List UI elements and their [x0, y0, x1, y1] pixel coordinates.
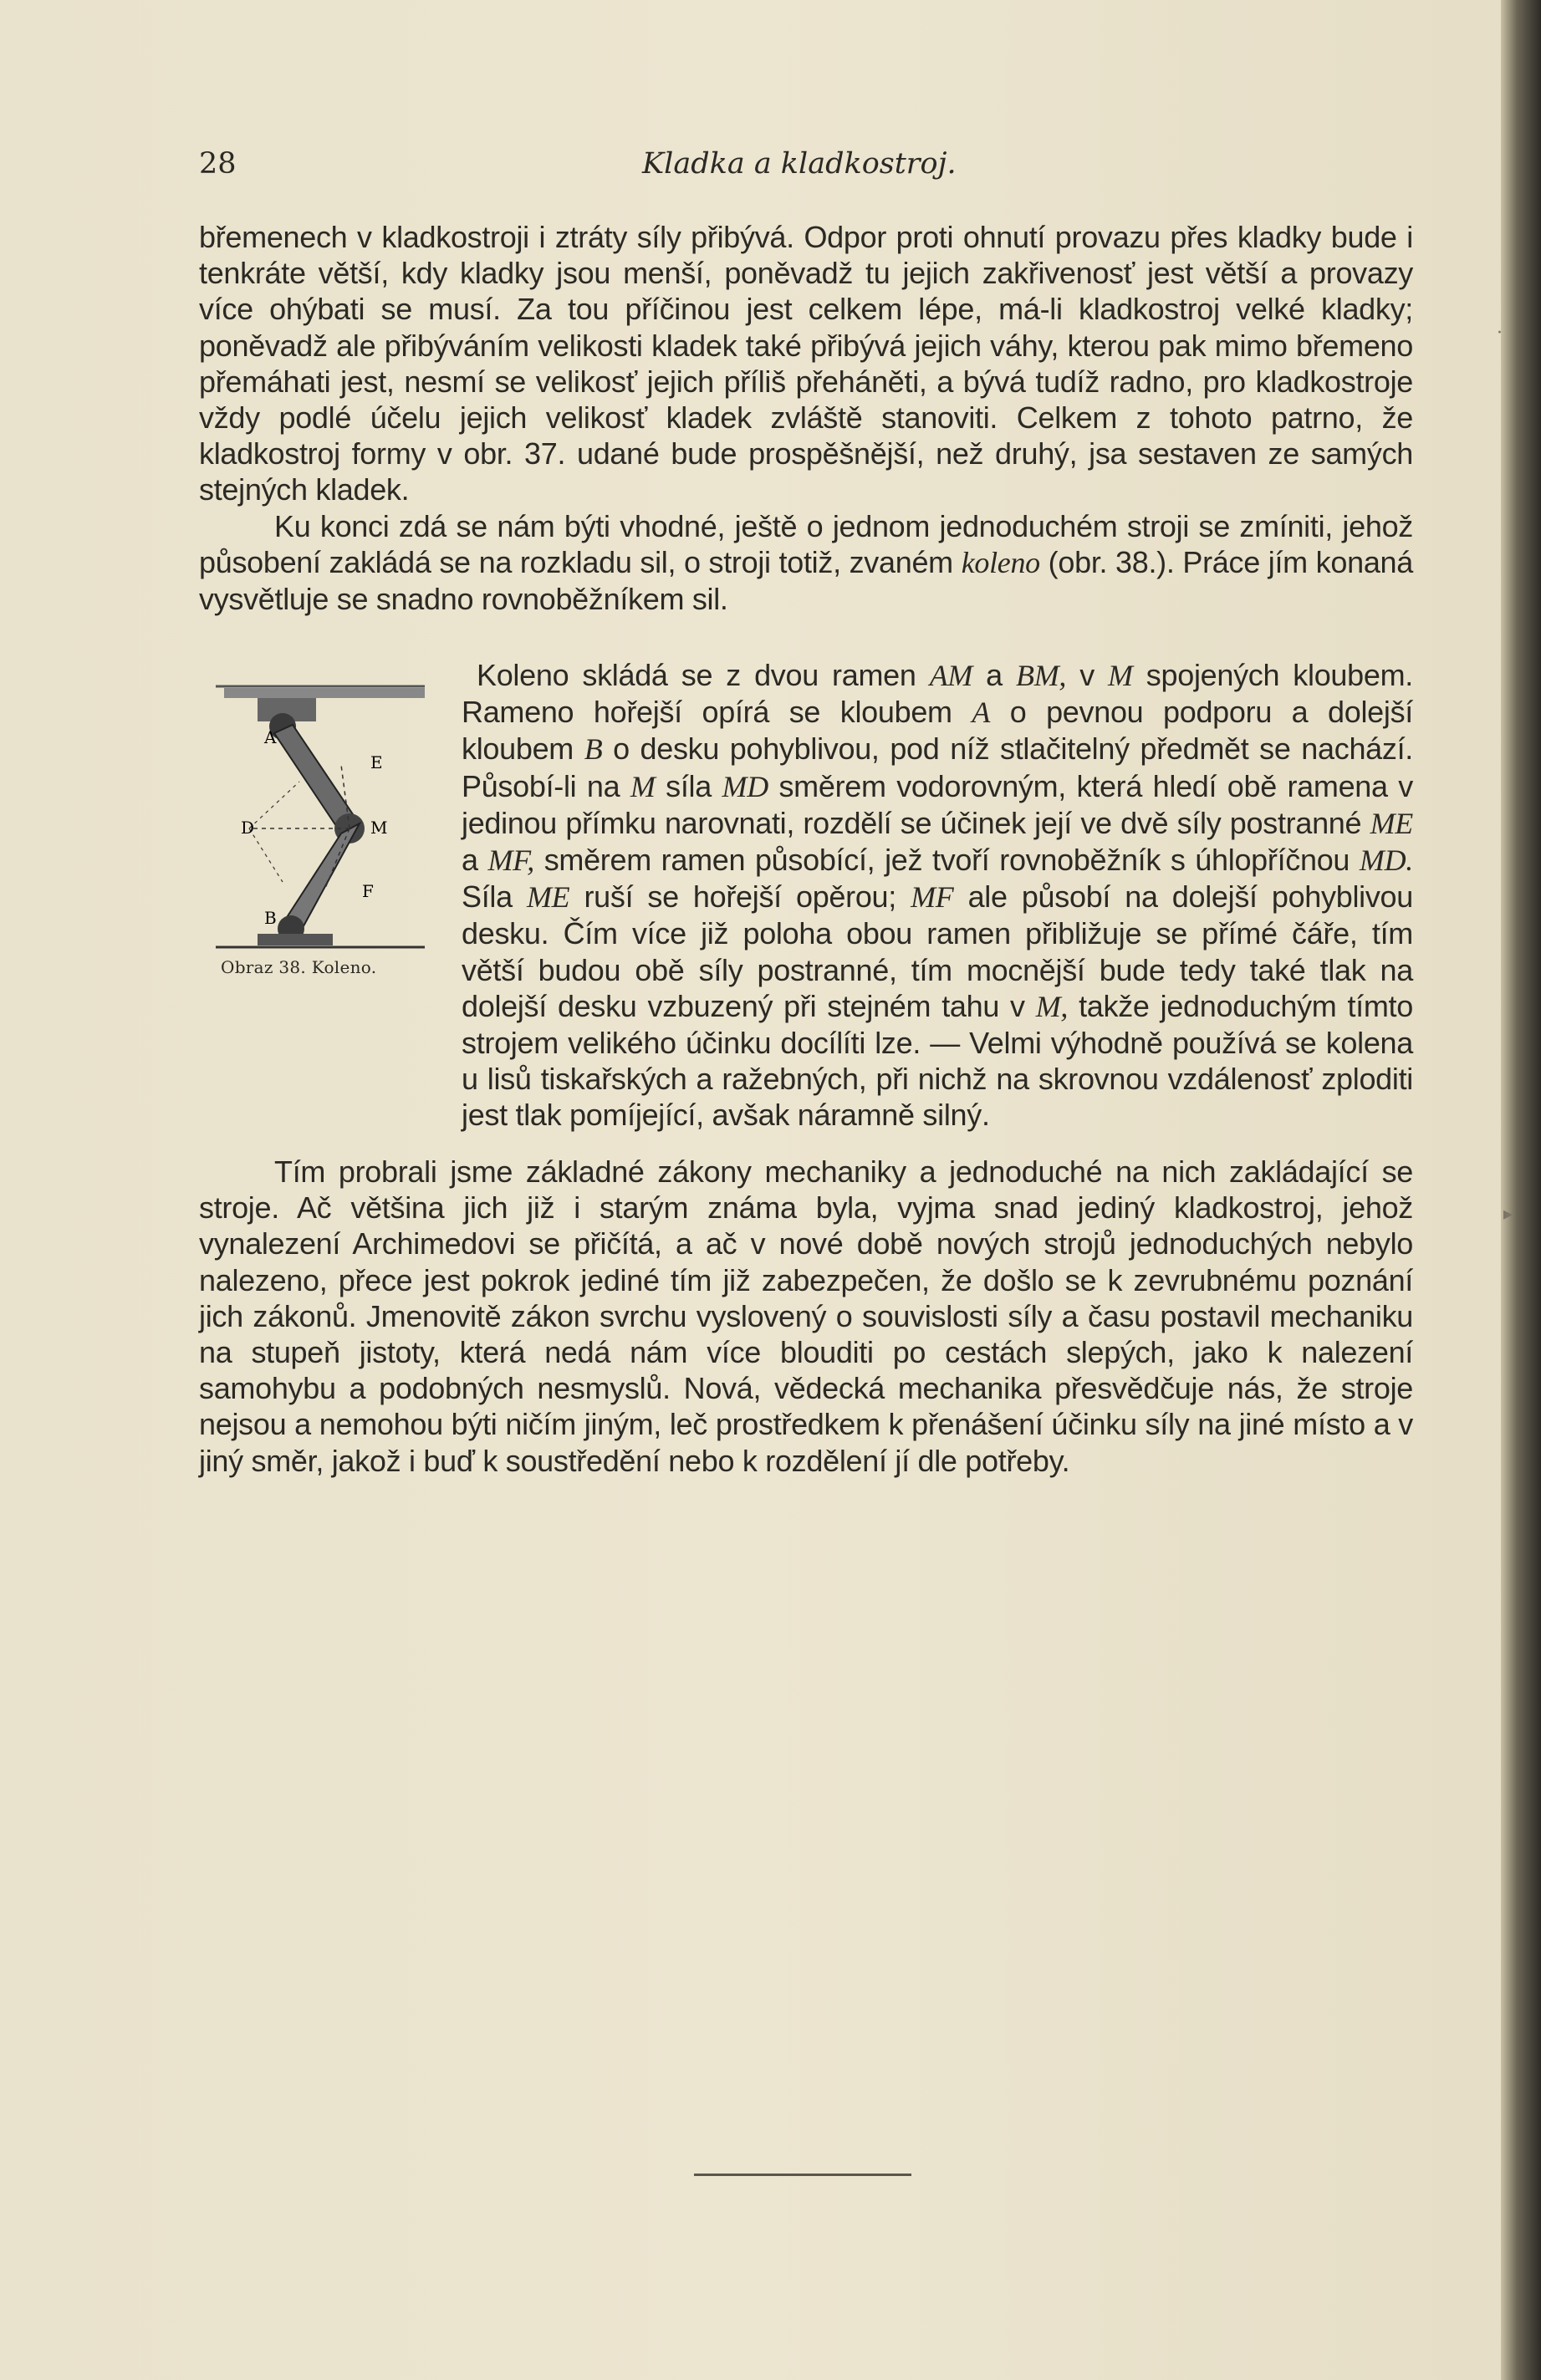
- body-text-top: [199, 219, 1413, 617]
- parallelogram-top: [249, 782, 299, 828]
- knee-press-illustration: [199, 673, 441, 957]
- label-a: A: [264, 727, 277, 747]
- bottom-bracket: [258, 934, 333, 945]
- margin-mark: ·: [1497, 323, 1503, 344]
- paragraph-2: Ku konci zdá se nám býti vhodné, ještě o jednom jednoduchém stroji se zmíniti, jehož působení zakládá se na rozkladu sil, o stroji totiž, zvaném koleno (obr. 38.). Práce jím konaná vysvětluje se snadno rovnoběžníkem sil.: [199, 508, 1413, 617]
- label-f: F: [362, 881, 374, 901]
- label-m: M: [370, 818, 388, 838]
- running-title: Kladka a kladkostroj.: [642, 147, 957, 181]
- margin-arrow-icon: ▸: [1503, 1204, 1513, 1225]
- paragraph-1: břemenech v kladkostroji i ztráty síly přibývá. Odpor proti ohnutí provazu přes kladky bude i tenkráte větší, kdy kladky jsou menší, poněvadž tu jejich zakřivenosť jest větší a provazy více ohýbati se musí. Za tou příčinou jest celkem lépe, má-li kladkostroj velké kladky; poněvadž ale přibýváním velikosti kladek také přibývá jejich váhy, kterou pak mimo břemeno přemáhati jest, nesmí se velikosť jejich příliš přeháněti, a bývá tudíž radno, pro kladkostroje vždy podlé účelu jejich velikosť kladek zvláště stanoviti. Celkem z tohoto patrno, že kladkostroj formy v obr. 37. udané bude prospěšnější, než druhý, jsa sestaven ze samých stejných kladek.: [199, 220, 1413, 507]
- top-plate: [224, 688, 425, 698]
- label-e: E: [370, 752, 383, 772]
- body-text-beside-figure: [462, 657, 1413, 1134]
- term-koleno: koleno: [961, 545, 1040, 579]
- label-d: D: [241, 818, 255, 838]
- page-header: [199, 147, 1411, 197]
- figure-koleno: [199, 673, 441, 991]
- book-gutter: [1501, 0, 1541, 2380]
- body-text-bottom: [199, 1154, 1413, 1479]
- paragraph-3: Koleno skládá se z dvou ramen AM a BM, v M spojených kloubem. Rameno hořejší opírá se kloubem A o pevnou podporu a dolejší kloubem B o desku pohyblivou, pod níž stlačitelný předmět se nachází. Působí-li na M síla MD směrem vodorovným, která hledí obě ramena v jedinou přímku narovnati, rozdělí se účinek její ve dvě síly postranné ME a MF, směrem ramen působící, jež tvoří rovnoběžník s úhlopříčnou MD. Síla ME ruší se hořejší opěrou; MF ale působí na dolejší pohyblivou desku. Čím více již poloha obou ramen přibližuje se přímé čáře, tím větší budou obě síly postranné, tím mocnější bude tedy také tlak na dolejší desku vzbuzený při stejném tahu v M, takže jednoduchým tímto strojem velikého účinku docílíti lze. — Velmi výhodně používá se kolena u lisů tiskařských a ražebných, při nichž na skrovnou vzdálenosť zploditi jest tlak pomíjející, avšak náramně silný.: [462, 658, 1413, 1133]
- label-b: B: [264, 908, 277, 928]
- paragraph-4: Tím probrali jsme základné zákony mechaniky a jednoduché na nich zakládající se stroje. Ač většina jich již i starým známa byla, vyjma snad jediný kladkostroj, jehož vynalezení Archimedovi se přičítá, a ač v nové době nových strojů jednoduchých nebylo nalezeno, přece jest pokrok jediné tím již zabezpečen, že došlo se k zevrubnému poznání jich zákonů. Jmenovitě zákon svrchu vyslovený o souvislosti síly a času postavil mechaniku na stupeň jistoty, která nedá nám více blouditi po cestách slepých, jako k nalezení samohybu a podobných nesmyslů. Nová, vědecká mechanika přesvědčuje nás, že stroje nejsou a nemohou býti ničím jiným, leč prostředkem k přenášení účinku síly na jiné místo a v jiný směr, jakož i buď k soustředění nebo k rozdělení jí dle potřeby.: [199, 1154, 1413, 1478]
- end-rule: [694, 2174, 911, 2176]
- figure-caption: Obraz 38. Koleno.: [221, 957, 377, 977]
- page-number: 28: [199, 147, 237, 181]
